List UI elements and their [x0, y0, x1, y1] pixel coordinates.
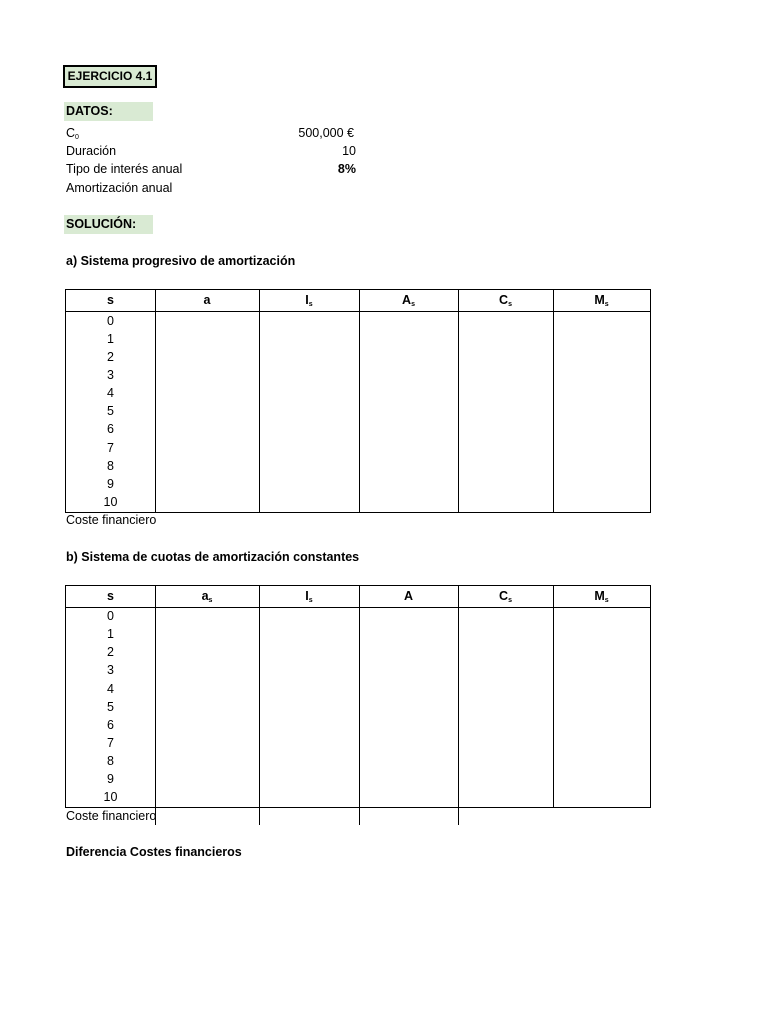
table-b-footer: Coste financiero [66, 809, 157, 823]
table-b-row-3: 3 [107, 663, 114, 677]
table-a-col-cs: $C_s$ [499, 293, 512, 308]
table-a-row-1: 1 [107, 332, 114, 346]
table-b-row-4: 4 [107, 682, 114, 696]
table-a-row-7: 7 [107, 441, 114, 455]
datos-label-duracion: Duración [66, 144, 117, 158]
table-a-row-0: 0 [107, 314, 114, 328]
datos-value-c0: 500,000 € [298, 126, 354, 140]
datos-label-c0: $C_0$ [66, 126, 79, 141]
table-a [65, 289, 651, 513]
datos-header: DATOS: [64, 102, 153, 121]
table-b-row-6: 6 [107, 718, 114, 732]
table-b-ext-line [259, 806, 260, 825]
table-a-col-as: $A_s$ [402, 293, 415, 308]
table-b-ext-line [359, 806, 360, 825]
table-b-ext-line [458, 806, 459, 825]
table-a-row-2: 2 [107, 350, 114, 364]
table-a-col-ms: $M_s$ [594, 293, 609, 308]
table-a-row-8: 8 [107, 459, 114, 473]
table-a-row-3: 3 [107, 368, 114, 382]
table-b-col-as: $a_s$ [201, 589, 213, 604]
table-b-row-9: 9 [107, 772, 114, 786]
datos-label-amortizacion: Amortización anual [66, 181, 173, 195]
table-a-footer: Coste financiero [66, 513, 157, 527]
table-a-row-4: 4 [107, 386, 114, 400]
table-b-row-1: 1 [107, 627, 114, 641]
solucion-header: SOLUCIÓN: [64, 215, 153, 234]
table-b-col-s: s [107, 589, 114, 603]
section-b-title: b) Sistema de cuotas de amortización constantes [66, 550, 360, 564]
table-b-row-8: 8 [107, 754, 114, 768]
table-b-row-7: 7 [107, 736, 114, 750]
diferencia-label: Diferencia Costes financieros [66, 845, 242, 859]
datos-label-interes: Tipo de interés anual [66, 162, 183, 176]
table-a-row-5: 5 [107, 404, 114, 418]
table-a-row-6: 6 [107, 422, 114, 436]
datos-value-duracion: 10 [342, 144, 356, 158]
table-b-col-a: A [403, 589, 414, 603]
table-a-row-10: 10 [103, 495, 118, 509]
table-a-col-s: s [107, 293, 114, 307]
table-b-row-10: 10 [103, 790, 118, 804]
table-b [65, 585, 651, 808]
section-a-title: a) Sistema progresivo de amortización [66, 254, 296, 268]
table-b-col-ms: $M_s$ [594, 589, 609, 604]
table-b-col-cs: $C_s$ [499, 589, 512, 604]
table-b-row-0: 0 [107, 609, 114, 623]
table-b-row-5: 5 [107, 700, 114, 714]
exercise-title: EJERCICIO 4.1 [63, 65, 157, 88]
table-b-col-is: $I_s$ [305, 589, 313, 604]
table-a-col-a: a [203, 293, 211, 307]
table-b-row-2: 2 [107, 645, 114, 659]
table-a-col-is: $I_s$ [305, 293, 313, 308]
datos-value-interes: 8% [337, 162, 356, 176]
table-a-row-9: 9 [107, 477, 114, 491]
